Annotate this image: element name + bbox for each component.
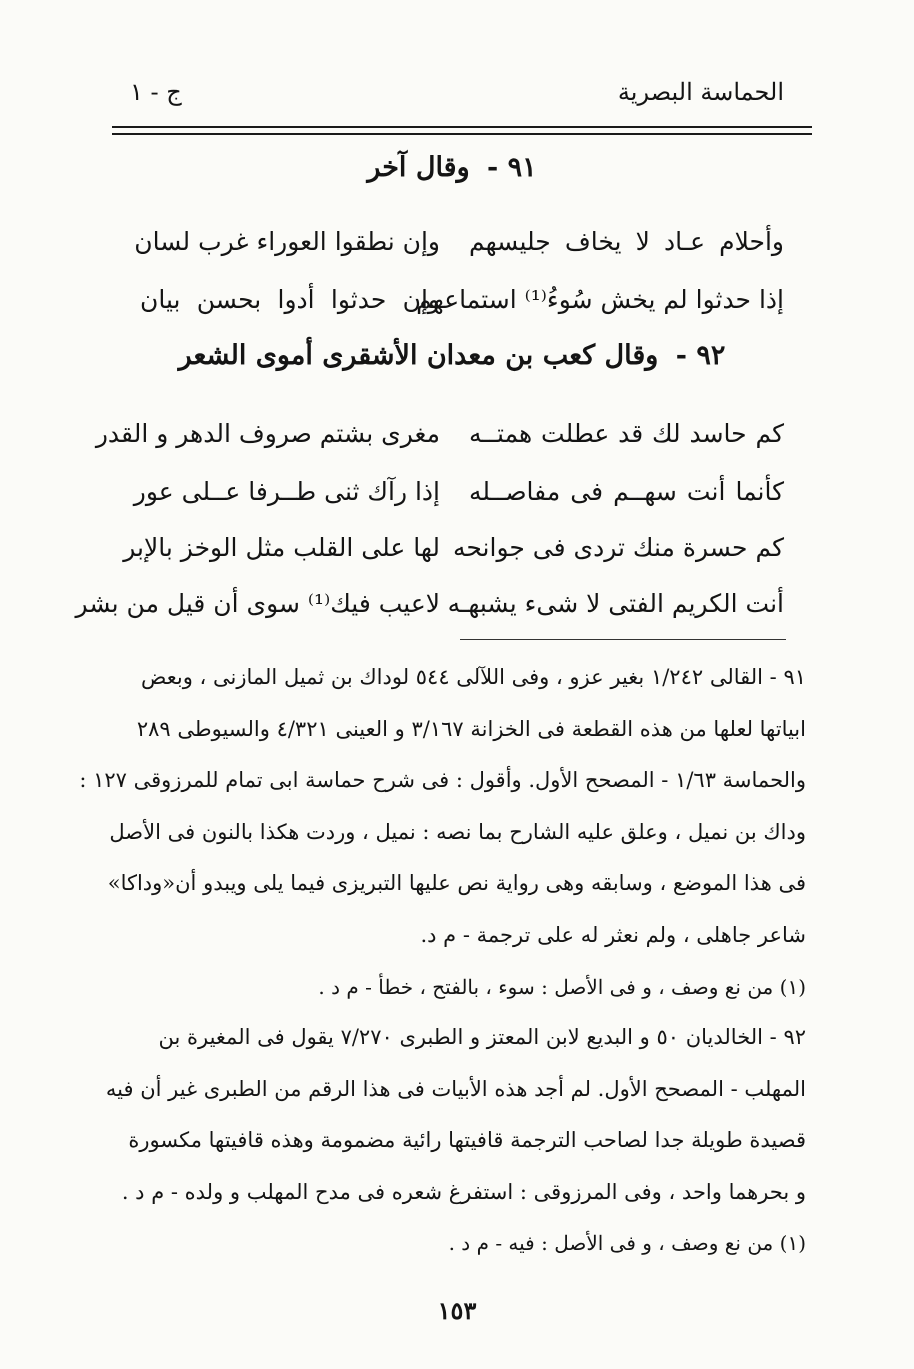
footnote: (١) من نع وصف ، و فى الأصل : سوء ، بالفتح ، خطأ - م د . bbox=[318, 974, 806, 999]
poem-number: ٩١ - bbox=[487, 152, 537, 183]
verse-first-hemistich: كم حاسد لك قد عطلت همتــه bbox=[469, 418, 784, 448]
poem-number: ٩٢ - bbox=[675, 340, 726, 371]
verse-second-hemistich: وإن نطقوا العوراء غرب لسان bbox=[134, 226, 440, 256]
verse-row bbox=[133, 468, 784, 514]
note-91 bbox=[79, 652, 806, 1013]
note-line: وداك بن نميل ، وعلق عليه الشارح بما نصه : نميل ، وردت هكذا بالنون فى الأصل bbox=[109, 819, 806, 844]
page-number: ١٥٣ bbox=[437, 1296, 477, 1325]
verse-first-hemistich: إذا حدثوا لم يخش سُوءُ⁽¹⁾ استماعهم bbox=[416, 284, 784, 314]
note-line: والحماسة ١/٦٣ - المصحح الأول. وأقول : فى شرح حماسة ابى تمام للمرزوقى ١٢٧ : bbox=[79, 768, 806, 793]
verse-first-hemistich: كم حسرة منك تردى فى جوانحه bbox=[453, 532, 784, 562]
poem-title: وقال آخر bbox=[367, 152, 470, 183]
verse-second-hemistich: مغرى بشتم صروف الدهر و القدر bbox=[95, 418, 440, 448]
poem-92-heading bbox=[120, 340, 784, 371]
poem-title: وقال كعب بن معدان الأشقرى أموى الشعر bbox=[178, 340, 659, 371]
verse-row bbox=[140, 276, 784, 322]
note-92 bbox=[105, 1012, 806, 1270]
note-line: قصيدة طويلة جدا لصاحب الترجمة قافيتها رائية مضمومة وهذه قافيتها مكسورة bbox=[128, 1128, 806, 1153]
running-head bbox=[130, 72, 784, 112]
verse-first-hemistich: كأنما أنت سهــم فى مفاصــله bbox=[469, 476, 784, 506]
header-double-rule bbox=[112, 126, 812, 135]
note-line: ابياتها لعلها من هذه القطعة فى الخزانة ٣/١٦٧ و العينى ٤/٣٢١ والسيوطى ٢٨٩ bbox=[136, 716, 806, 741]
note-line: فى هذا الموضع ، وسابقه وهى رواية نص عليها التبريزى فيما يلى ويبدو أن«وداكا» bbox=[107, 871, 806, 896]
verse-row bbox=[123, 524, 784, 570]
note-line: ٩١ - القالى ١/٢٤٢ بغير عزو ، وفى اللآلى ٥٤٤ لوداك بن ثميل المازنى ، وبعض bbox=[141, 665, 806, 689]
verse-row bbox=[134, 218, 784, 264]
note-line: شاعر جاهلى ، ولم نعثر له على ترجمة - م د. bbox=[420, 922, 806, 947]
note-line: المهلب - المصحح الأول. لم أجد هذه الأبيات فى هذا الرقم من الطبرى غير أن فيه bbox=[105, 1076, 806, 1101]
verse-first-hemistich: وأحلام عـاد لا يخاف جليسهم bbox=[469, 226, 784, 256]
verse-second-hemistich: لها على القلب مثل الوخز بالإبر bbox=[123, 532, 440, 562]
verse-second-hemistich: إذا رآك ثنى طــرفا عــلى عور bbox=[133, 476, 440, 506]
verse-second-hemistich: لاعيب فيك⁽¹⁾ سوى أن قيل من بشر bbox=[75, 588, 440, 618]
verse-row bbox=[75, 580, 784, 626]
poem-91-heading bbox=[120, 152, 784, 183]
book-title: الحماسة البصرية bbox=[617, 78, 784, 106]
verse-first-hemistich: أنت الكريم الفتى لا شىء يشبهـه bbox=[447, 588, 784, 618]
verse-second-hemistich: وإن حدثوا أدوا بحسن بيان bbox=[140, 284, 440, 314]
note-line: و بحرهما واحد ، وفى المرزوقى : استفرغ شعره فى مدح المهلب و ولده - م د . bbox=[121, 1179, 806, 1204]
footnote: (١) من نع وصف ، و فى الأصل : فيه - م د . bbox=[448, 1231, 806, 1256]
verse-row bbox=[95, 410, 784, 456]
volume-label: ج - ١ bbox=[130, 78, 182, 106]
notes-separator-rule bbox=[460, 639, 786, 640]
note-line: ٩٢ - الخالديان ٥٠ و البديع لابن المعتز و الطبرى ٧/٢٧٠ يقول فى المغيرة بن bbox=[158, 1025, 806, 1049]
